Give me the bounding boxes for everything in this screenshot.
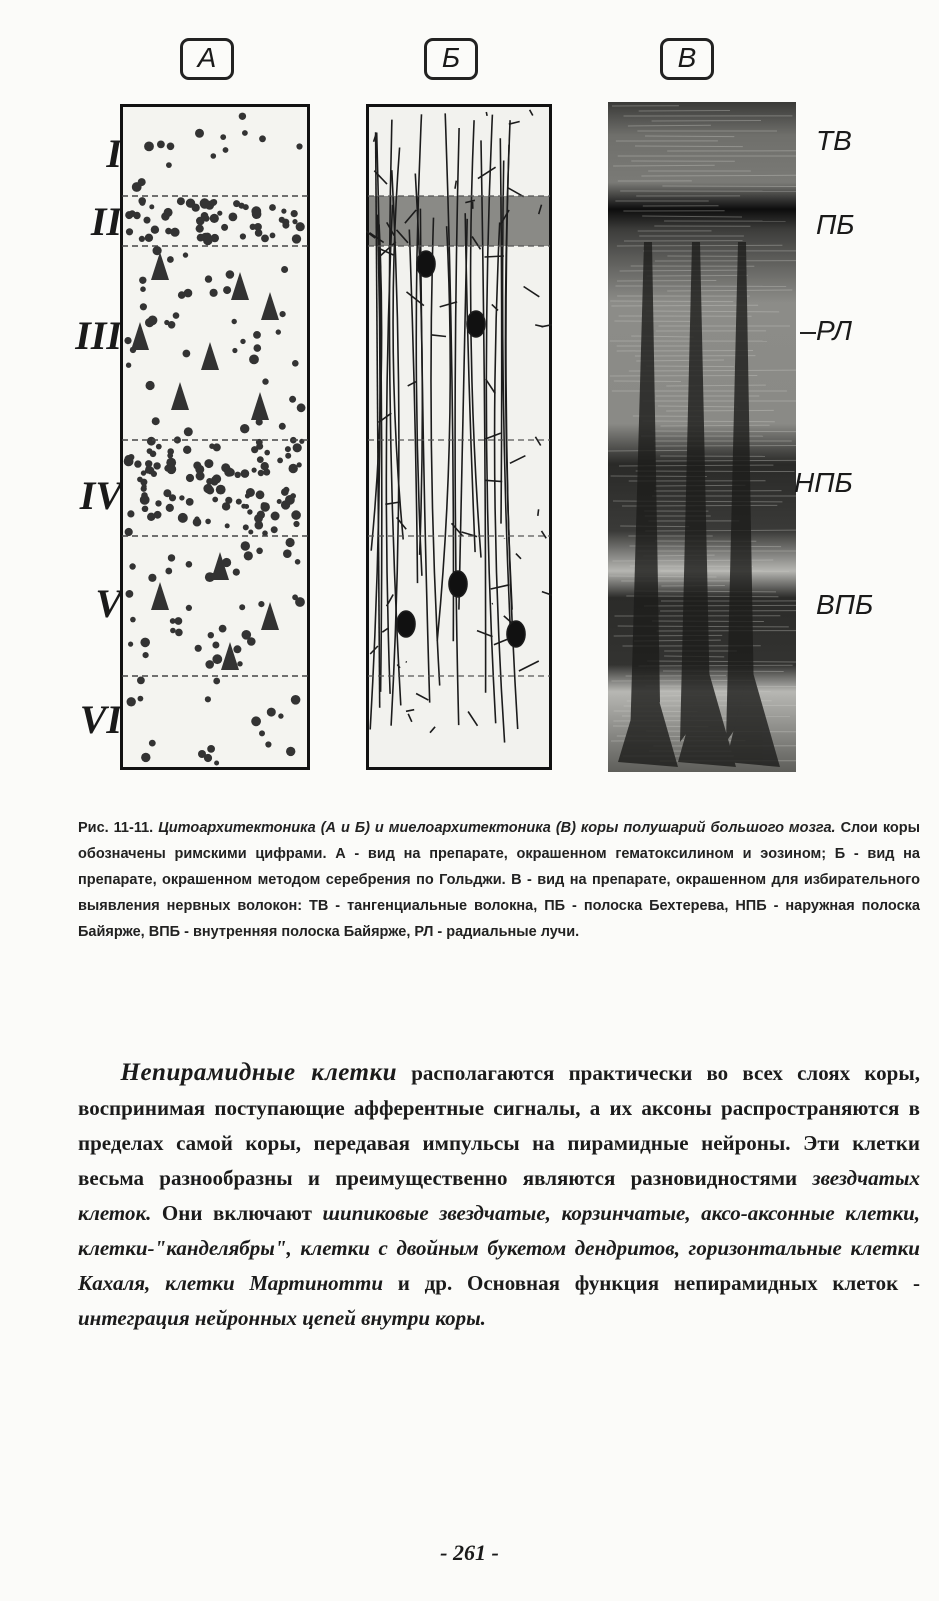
body-segment-2: Они включают [161,1201,312,1225]
layer-label-i: I [106,131,122,176]
figure-caption [78,815,920,945]
layer-label-v: V [95,581,122,626]
body-segment-3: и др. Основная функция непирамидных клеток - [397,1271,921,1295]
label-inner-baillarger-stripe: ВПБ [816,589,874,620]
figure-title: Цитоархитектоника (А и Б) и миелоархитектоника (В) коры полушарий большого мозга. [158,820,836,836]
figure-description: Слои коры обозначены римскими цифрами. А - вид на препарате, окрашенном гематоксилином и эозином; Б - вид на препарате, окрашенном методом серебрения по Гольджи. В - вид на препарате, окрашенном для избирательного выявления нервных волокон: ТВ - тангенциальные волокна, ПБ - полоска Бехтерева, НПБ - наружная полоска Байярже, ВПБ - внутренняя полоска Байярже, РЛ - радиальные лучи. [78,820,920,940]
body-italic-1: звездчатых клеток. [78,1166,920,1225]
label-bekhterev-stripe: ПБ [816,209,855,240]
label-radial-rays [800,316,852,346]
body-segment-1: располагаются практически во всех слоях коры, воспринимая поступающие афферентные сигналы, а их аксоны распространяются в пределах самой коры, передавая импульсы на пирамидные нейроны. Эти клетки весьма разнообразны и преимущественно являются разновидностями [78,1061,920,1190]
panel-label-a: А [180,38,234,80]
rl-text: РЛ [816,315,852,346]
layer-label-iii: III [75,313,122,358]
panel-c-myelin-stain-image [608,102,796,772]
layer-label-vi: VI [79,697,122,742]
panel-b-golgi-stain-image [366,104,552,770]
body-italic-3: интеграция нейронных цепей внутри коры. [78,1306,486,1330]
label-outer-baillarger-stripe: НПБ [794,467,853,498]
panel-label-b: Б [424,38,478,80]
panel-label-c: В [660,38,714,80]
layer-label-iv: IV [79,473,122,518]
rl-pointer-line [800,332,816,334]
body-italic-2: шипиковые звездчатые, корзинчатые, аксо-аксонные клетки, клетки-"канделябры", клетки с двойным букетом дендритов, горизонтальные клетки Кахаля, клетки Мартинотти [78,1201,921,1295]
label-tangential-fibers: ТВ [816,125,852,156]
body-paragraph [78,1055,920,1336]
layer-label-ii: II [90,199,122,244]
figure-number: Рис. 11-11. [78,820,154,836]
panel-a-he-stain-image [120,104,310,770]
lead-term: Непирамидные клетки [120,1059,398,1086]
page-number: - 261 - [440,1540,499,1565]
